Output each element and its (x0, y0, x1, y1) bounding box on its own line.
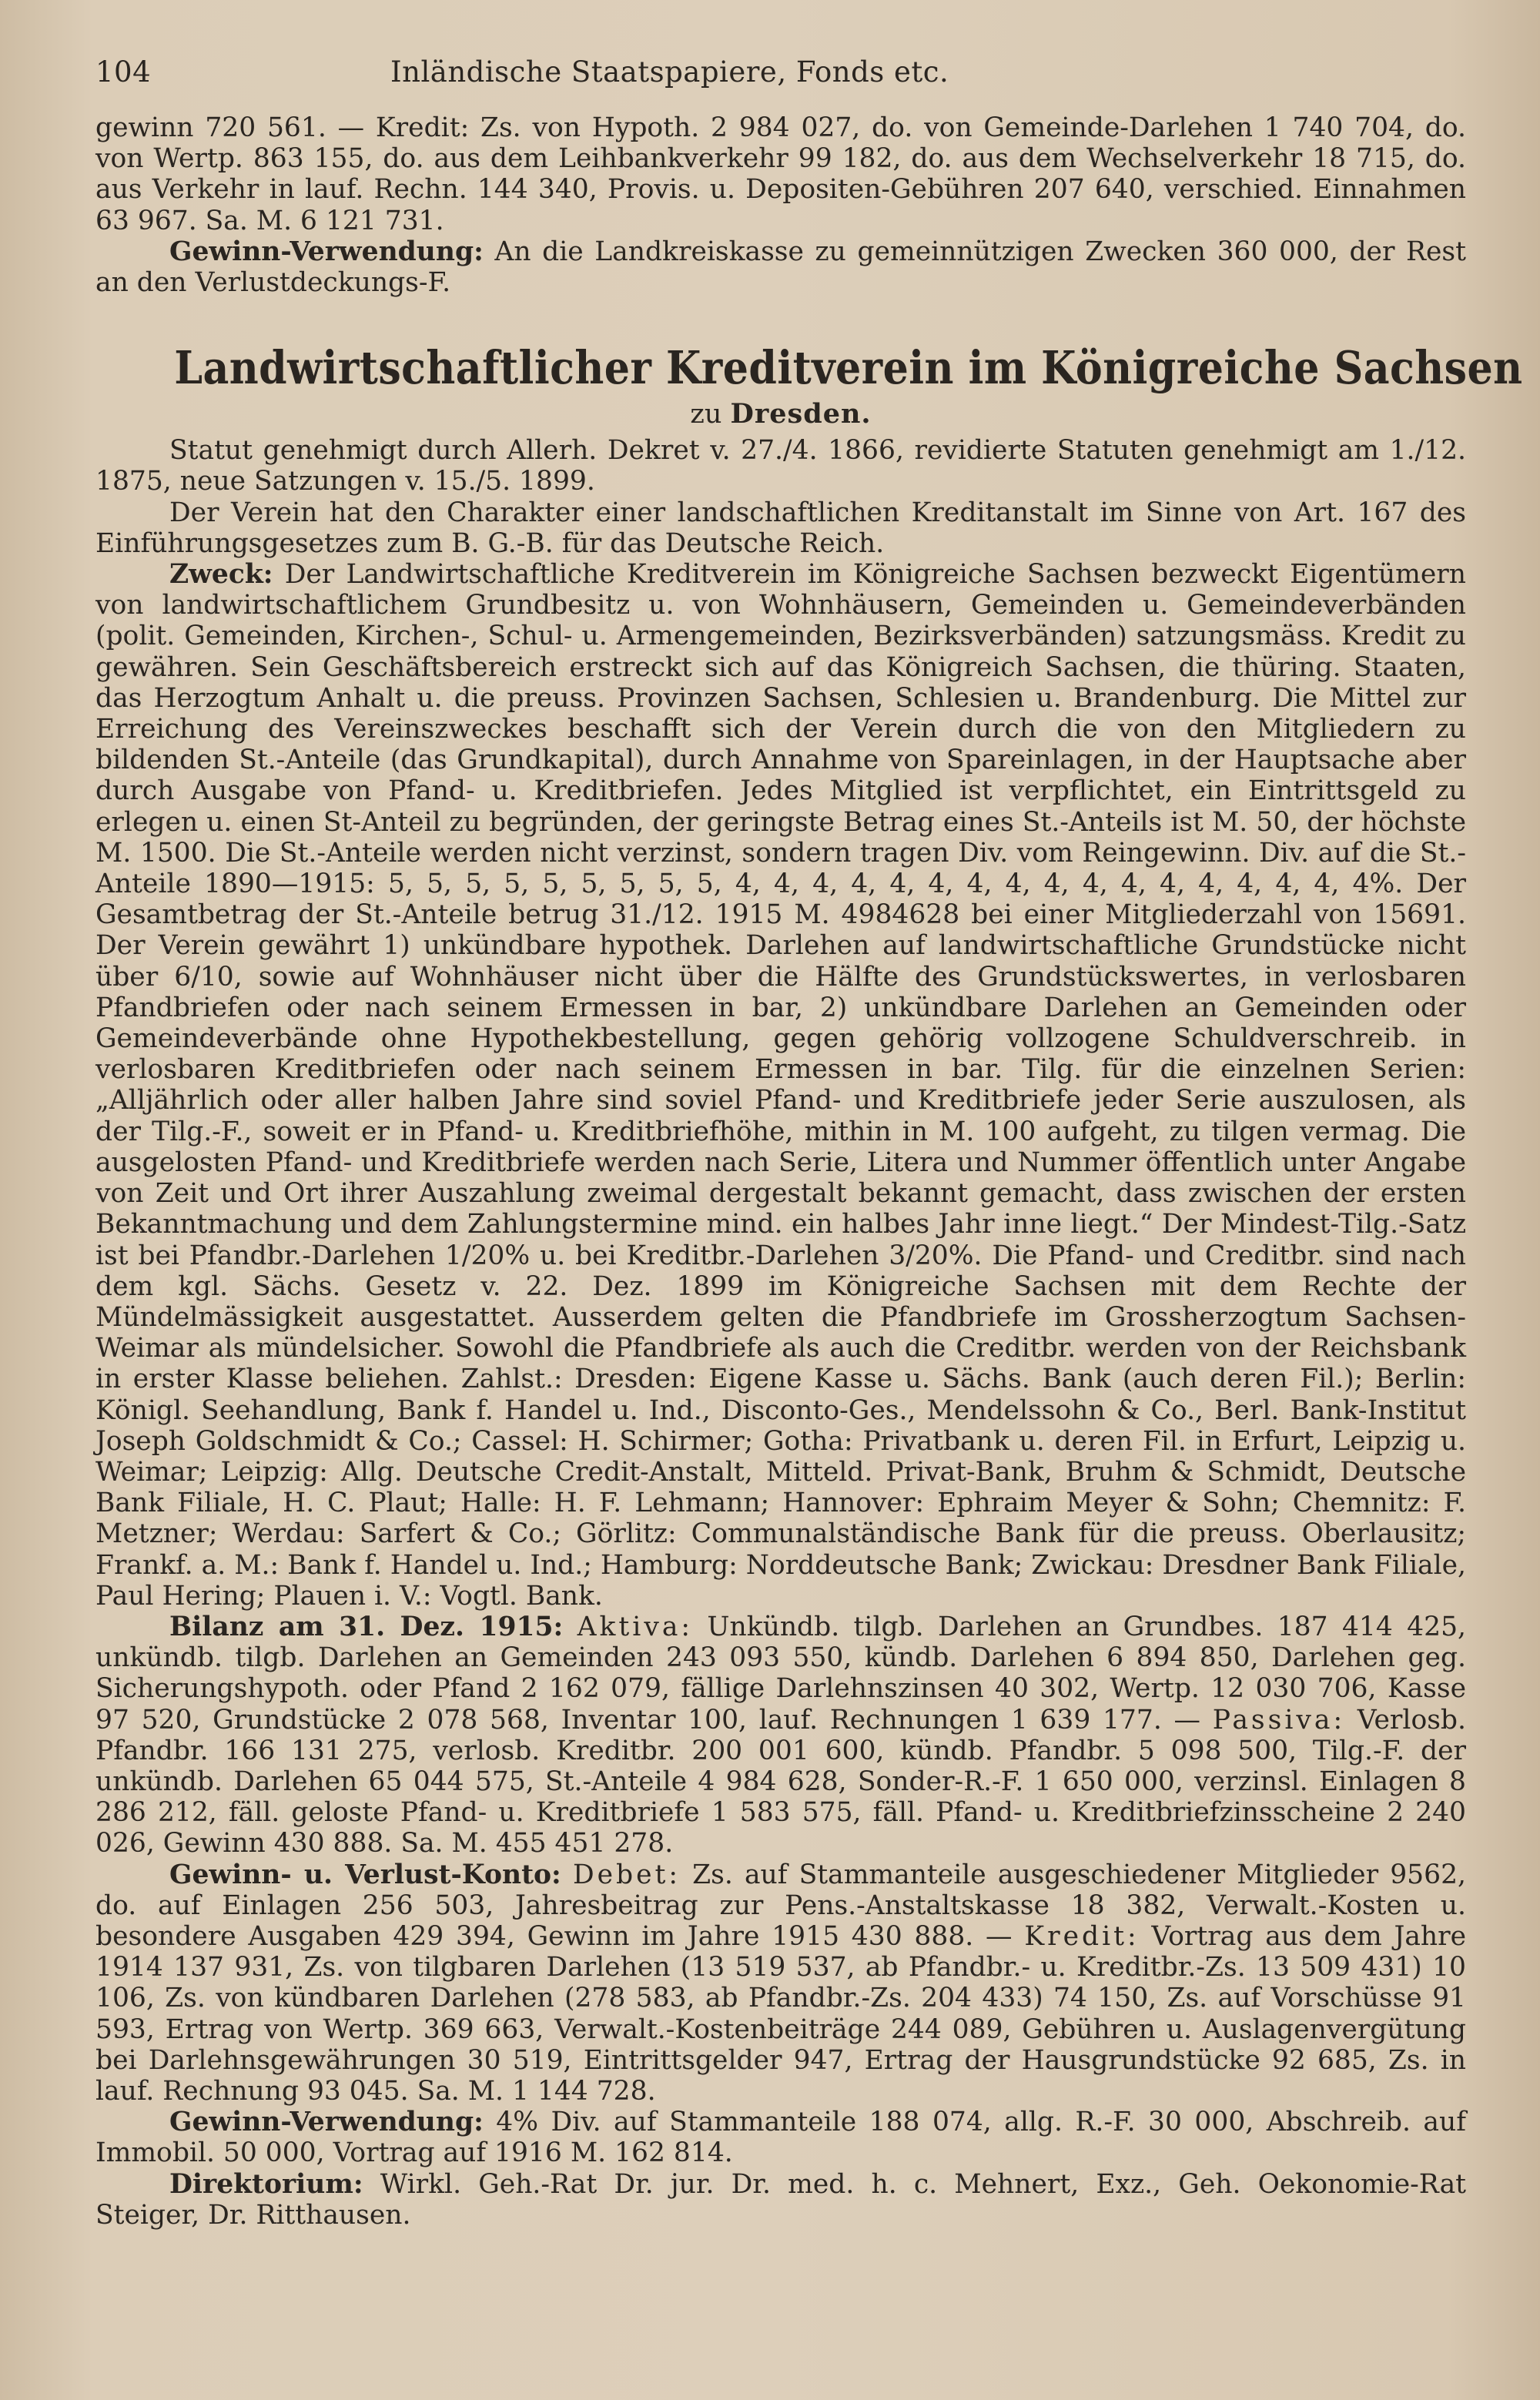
label-passiva: Passiva: (1212, 1704, 1346, 1736)
label-aktiva: Aktiva: (577, 1611, 694, 1642)
label-zweck: Zweck: (169, 559, 273, 591)
paragraph-zweck (95, 559, 1466, 1612)
paragraph-kredit-tail: gewinn 720 561. — Kredit: Zs. von Hypoth. 2 984 027, do. von Gemeinde-Darlehen 1 740 704, do. von Wertp. 863 155, do. aus dem Leihbankverkehr 99 182, do. aus dem Wechselverkehr 18 715, do. aus Verkehr in lauf. Rechn. 144 340, Provis. u. Depositen-Gebühren 207 640, verschied. Einnahmen 63 967. Sa. M. 6 121 731. (95, 112, 1466, 236)
entry-subtitle (95, 397, 1466, 432)
page-header (95, 55, 1466, 100)
paragraph-gewinn-verwendung-prev (95, 236, 1466, 298)
subtitle-city: Dresden. (730, 398, 872, 430)
text-passiva: Verlosb. Pfandbr. 166 131 275, verlosb. Kreditbr. 200 001 600, kündb. Pfandbr. 5 098 500, Tilg.-F. der unkündb. Darlehen 65 044 575, St.-Anteile 4 984 628, Sonder-R.-F. 1 650 000, verzinsl. Einlagen 8 286 212, fäll. geloste Pfand- u. Kreditbriefe 1 583 575, fäll. Pfand- u. Kreditbriefzinsscheine 2 240 026, Gewinn 430 888. Sa. M. 455 451 278. (95, 1704, 1466, 1859)
paragraph-charakter: Der Verein hat den Charakter einer landschaftlichen Kreditanstalt im Sinne von Art. 167 des Einführungsgesetzes zum B. G.-B. für das Deutsche Reich. (95, 497, 1466, 559)
text-aktiva: Unkündb. tilgb. Darlehen an Grundbes. 187 414 425, unkündb. tilgb. Darlehen an Gemeinden 243 093 550, kündb. Darlehen 6 894 850, Darlehen geg. Sicherungshypoth. oder Pfand 2 162 079, fällige Darlehnszinsen 40 302, Wertp. 12 030 706, Kasse 97 520, Grundstücke 2 078 568, Inventar 100, lauf. Rechnungen 1 639 177. — (95, 1611, 1466, 1736)
text-gewinn-verwendung: 4% Div. auf Stammanteile 188 074, allg. R.-F. 30 000, Abschreib. auf Immobil. 50 000, Vortrag auf 1916 M. 162 814. (95, 2107, 1466, 2169)
paragraph-gewinn-verwendung (95, 2107, 1466, 2168)
text-gewinn-verwendung-prev: An die Landkreiskasse zu gemeinnützigen Zwecken 360 000, der Rest an den Verlustdeckungs-F. (95, 236, 1466, 299)
label-gewinn-verlust: Gewinn- u. Verlust-Konto: (169, 1859, 561, 1890)
text-debet: Zs. auf Stammanteile ausgeschiedener Mitglieder 9562, do. auf Einlagen 256 503, Jahresbeitrag zur Pens.-Anstaltskasse 18 382, Verwalt.-Kosten u. besondere Ausgaben 429 394, Gewinn im Jahre 1915 430 888. — (95, 1859, 1467, 1952)
running-title: Inländische Staatspapiere, Fonds etc. (390, 55, 949, 89)
text-kredit: Vortrag aus dem Jahre 1914 137 931, Zs. von tilgbaren Darlehen (13 519 537, ab Pfandbr.- u. Kreditbr.-Zs. 13 509 431) 10 106, Zs. von kündbaren Darlehen (278 583, ab Pfandbr.-Zs. 204 433) 74 150, Zs. auf Vorschüsse 91 593, Ertrag von Wertp. 369 663, Verwalt.-Kostenbeiträge 244 089, Gebühren u. Auslagenvergütung bei Darlehnsgewährungen 30 519, Eintrittsgelder 947, Ertrag der Hausgrundstücke 92 685, Zs. in lauf. Rechnung 93 045. Sa. M. 1 144 728. (95, 1920, 1467, 2107)
entry-body (95, 435, 1466, 2231)
text-zweck: Der Landwirtschaftliche Kreditverein im Königreiche Sachsen bezweckt Eigentümern von landwirtschaftlichem Grundbesitz u. von Wohnhäusern, Gemeinden u. Gemeindeverbänden (polit. Gemeinden, Kirchen-, Schul- u. Armengemeinden, Bezirksverbänden) satzungsmäss. Kredit zu gewähren. Sein Geschäftsbereich erstreckt sich auf das Königreich Sachsen, die thüring. Staaten, das Herzogtum Anhalt u. die preuss. Provinzen Sachsen, Schlesien u. Brandenburg. Die Mittel zur Erreichung des Vereinszweckes beschafft sich der Verein durch die von den Mitgliedern zu bildenden St.-Anteile (das Grundkapital), durch Annahme von Spareinlagen, in der Hauptsache aber durch Ausgabe von Pfand- u. Kreditbriefen. Jedes Mitglied ist verpflichtet, ein Eintrittsgeld zu erlegen u. einen St-Anteil zu begründen, der geringste Betrag eines St.-Anteils ist M. 50, der höchste M. 1500. Die St.-Anteile werden nicht verzinst, sondern tragen Div. vom Reingewinn. Div. auf die St.-Anteile 1890—1915: 5, 5, 5, 5, 5, 5, 5, 5, 5, 4, 4, 4, 4, 4, 4, 4, 4, 4, 4, 4, 4, 4, 4, 4, 4, 4%. Der Gesamtbetrag der St.-Anteile betrug 31./12. 1915 M. 4984628 bei einer Mitgliederzahl von 15691. Der Verein gewährt 1) unkündbare hypothek. Darlehen auf landwirtschaftliche Grundstücke nicht über 6/10, sowie auf Wohnhäuser nicht über die Hälfte des Grundstückswertes, in verlosbaren Pfandbriefen oder nach seinem Ermessen in bar, 2) unkündbare Darlehen an Gemeinden oder Gemeindeverbände ohne Hypothekbestellung, gegen gehörig vollzogene Schuldverschreib. in verlosbaren Kreditbriefen oder nach seinem Ermessen in bar. Tilg. für die einzelnen Serien: „Alljährlich oder aller halben Jahre sind soviel Pfand- und Kreditbriefe jeder Serie auszulosen, als der Tilg.-F., soweit er in Pfand- u. Kreditbriefhöhe, mithin in M. 100 aufgeht, zu tilgen vermag. Die ausgelosten Pfand- und Kreditbriefe werden nach Serie, Litera und Nummer öffentlich unter Angabe von Zeit und Ort ihrer Auszahlung zweimal dergestalt bekannt gemacht, dass zwischen der ersten Bekanntmachung und dem Zahlungstermine mind. ein halbes Jahr inne liegt.“ Der Mindest-Tilg.-Satz ist bei Pfandbr.-Darlehen 1/20% u. bei Kreditbr.-Darlehen 3/20%. Die Pfand- und Creditbr. sind nach dem kgl. Sächs. Gesetz v. 22. Dez. 1899 im Königreiche Sachsen mit dem Rechte der Mündelmässigkeit ausgestattet. Ausserdem gelten die Pfandbriefe im Grossherzogtum Sachsen-Weimar als mündelsicher. Sowohl die Pfandbriefe als auch die Creditbr. werden von der Reichsbank in erster Klasse beliehen. Zahlst.: Dresden: Eigene Kasse u. Sächs. Bank (auch deren Fil.); Berlin: Königl. Seehandlung, Bank f. Handel u. Ind., Disconto-Ges., Mendelssohn & Co., Berl. Bank-Institut Joseph Goldschmidt & Co.; Cassel: H. Schirmer; Gotha: Privatbank u. deren Fil. in Erfurt, Leipzig u. Weimar; Leipzig: Allg. Deutsche Credit-Anstalt, Mitteld. Privat-Bank, Bruhm & Schmidt, Deutsche Bank Filiale, H. C. Plaut; Halle: H. F. Lehmann; Hannover: Ephraim Meyer & Sohn; Chemnitz: F. Metzner; Werdau: Sarfert & Co.; Görlitz: Communalständische Bank für die preuss. Oberlausitz; Frankf. a. M.: Bank f. Handel u. Ind.; Hamburg: Norddeutsche Bank; Zwickau: Dresdner Bank Filiale, Paul Hering; Plauen i. V.: Vogtl. Bank. (95, 559, 1466, 1612)
entry-title: Landwirtschaftlicher Kreditverein im Königreiche Sachsen (174, 341, 1523, 395)
label-bilanz: Bilanz am 31. Dez. 1915: (169, 1611, 564, 1642)
subtitle-prefix: zu (690, 399, 731, 430)
page-number: 104 (95, 55, 152, 89)
label-direktorium: Direktorium: (169, 2168, 363, 2200)
paragraph-statut: Statut genehmigt durch Allerh. Dekret v. 27./4. 1866, revidierte Statuten genehmigt am 1./12. 1875, neue Satzungen v. 15./5. 1899. (95, 435, 1466, 497)
paragraph-direktorium (95, 2169, 1466, 2231)
label-gewinn-verwendung-prev: Gewinn-Verwendung: (169, 236, 484, 267)
paragraph-bilanz (95, 1612, 1466, 1859)
label-debet: Debet: (572, 1859, 681, 1890)
text-direktorium: Wirkl. Geh.-Rat Dr. jur. Dr. med. h. c. Mehnert, Exz., Geh. Oekonomie-Rat Steiger, Dr. Ritthausen. (95, 2168, 1466, 2231)
previous-entry-tail (95, 112, 1466, 298)
label-gewinn-verwendung: Gewinn-Verwendung: (169, 2107, 484, 2138)
paragraph-gewinn-verlust (95, 1859, 1466, 2107)
label-kredit: Kredit: (1024, 1920, 1140, 1952)
